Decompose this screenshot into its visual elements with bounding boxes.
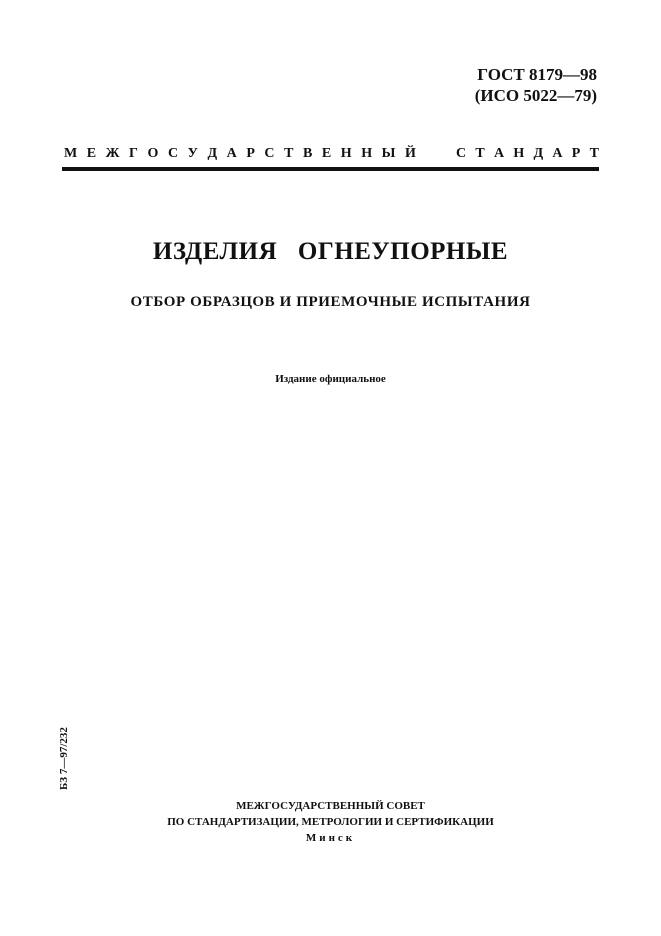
header-letter: Н (361, 146, 373, 161)
header-letter: О (147, 146, 159, 161)
header-letter: Г (129, 146, 138, 161)
publisher-line-2: ПО СТАНДАРТИЗАЦИИ, МЕТРОЛОГИИ И СЕРТИФИКАЦИИ (167, 816, 494, 828)
standard-code: ГОСТ 8179—98 (477, 65, 597, 84)
publisher-city: Минск (305, 832, 356, 844)
header-letter: Н (513, 146, 525, 161)
header-letter: Т (475, 146, 485, 161)
header-letter: Т (589, 146, 599, 161)
header-letter: Р (246, 146, 255, 161)
header-letter: М (64, 146, 78, 161)
header-word-interstate (64, 146, 416, 162)
interstate-standard-header (64, 146, 599, 162)
header-letter: Р (571, 146, 581, 161)
header-letter: Ы (381, 146, 396, 161)
header-letter: Т (284, 146, 294, 161)
header-letter: А (552, 146, 563, 161)
header-word-standard (456, 146, 599, 162)
iso-equivalent: (ИСО 5022—79) (474, 86, 597, 105)
header-letter: А (493, 146, 505, 161)
publisher-line-1: МЕЖГОСУДАРСТВЕННЫЙ СОВЕТ (236, 800, 425, 812)
edition-note: Издание официальное (275, 373, 386, 385)
header-letter: С (456, 146, 467, 161)
header-letter: Д (207, 146, 218, 161)
header-letter: У (187, 146, 198, 161)
header-letter: А (226, 146, 237, 161)
document-subtitle: ОТБОР ОБРАЗЦОВ И ПРИЕМОЧНЫЕ ИСПЫТАНИЯ (130, 294, 531, 310)
header-letter: Н (340, 146, 352, 161)
header-letter: Е (86, 146, 97, 161)
document-title: ИЗДЕЛИЯ ОГНЕУПОРНЫЕ (152, 238, 509, 265)
header-rule (62, 167, 599, 171)
header-letter: Ж (105, 146, 120, 161)
standard-designation (475, 64, 597, 106)
header-letter: С (264, 146, 275, 161)
header-letter: Й (404, 146, 416, 161)
header-letter: Е (321, 146, 332, 161)
header-letter: В (302, 146, 313, 161)
publisher-block (0, 798, 661, 846)
side-catalog-code: БЗ 7—97/232 (58, 727, 70, 790)
header-letter: С (167, 146, 179, 161)
header-letter: Д (533, 146, 544, 161)
